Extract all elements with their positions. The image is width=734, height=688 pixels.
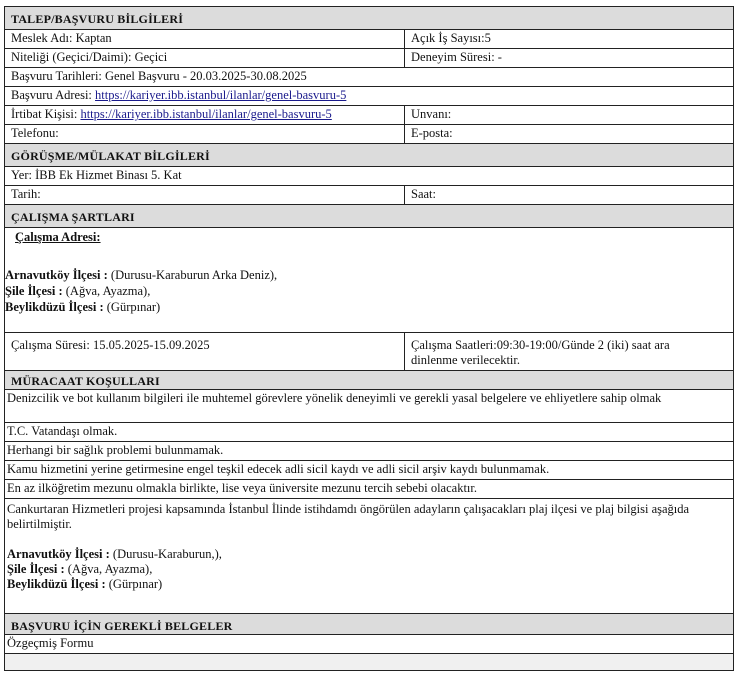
phone-field: Telefonu: [5, 125, 405, 143]
occupation-name: Meslek Adı: Kaptan [5, 30, 405, 48]
beach-location: Arnavutköy İlçesi : (Durusu-Karaburun,), [7, 547, 222, 561]
application-dates: Başvuru Tarihleri: Genel Başvuru - 20.03.2025-30.08.2025 [5, 68, 734, 86]
work-location: Arnavutköy İlçesi : (Durusu-Karaburun Arka Deniz), [5, 268, 278, 282]
application-conditions-header: MÜRACAAT KOŞULLARI [5, 371, 734, 389]
condition-item: T.C. Vatandaşı olmak. [5, 423, 734, 441]
condition-item: Denizcilik ve bot kullanım bilgileri ile muhtemel görevlere yönelik deneyimli ve gerekli yasal belgelere ve ehliyetlere sahip olmak [5, 390, 734, 422]
section-title: TALEP/BAŞVURU BİLGİLERİ [5, 7, 734, 29]
contact-person [5, 106, 405, 124]
open-positions: Açık İş Sayısı:5 [405, 30, 734, 48]
work-address-heading: Çalışma Adresi: [15, 230, 101, 244]
work-location: Şile İlçesi : (Ağva, Ayazma), [5, 284, 151, 298]
job-posting-form [4, 6, 734, 671]
employment-type: Niteliği (Geçici/Daimi): Geçici [5, 49, 405, 67]
email-field: E-posta: [405, 125, 734, 143]
contact-person-link[interactable]: https://kariyer.ibb.istanbul/ilanlar/genel-basvuru-5 [80, 107, 332, 121]
interview-location: Yer: İBB Ek Hizmet Binası 5. Kat [5, 167, 734, 185]
work-duration: Çalışma Süresi: 15.05.2025-15.09.2025 [5, 333, 405, 370]
interview-time: Saat: [405, 186, 734, 204]
required-documents-header: BAŞVURU İÇİN GEREKLİ BELGELER [5, 614, 734, 634]
empty-row [5, 654, 734, 670]
title-field: Unvanı: [405, 106, 734, 124]
work-conditions-header: ÇALIŞMA ŞARTLARI [5, 205, 734, 227]
beach-location: Şile İlçesi : (Ağva, Ayazma), [7, 562, 153, 576]
beach-assignment-info [5, 499, 734, 613]
work-hours: Çalışma Saatleri:09:30-19:00/Günde 2 (iki) saat ara dinlenme verilecektir. [405, 333, 734, 370]
experience-duration: Deneyim Süresi: - [405, 49, 734, 67]
application-section-header [5, 7, 734, 30]
interview-date: Tarih: [5, 186, 405, 204]
beach-location: Beylikdüzü İlçesi : (Gürpınar) [7, 577, 163, 591]
cankurtaran-text: Cankurtaran Hizmetleri projesi kapsamında İstanbul İlinde istihdamdı öngörülen adayların çalışacakları plaj ilçesi ve plaj bilgisi aşağıda belirtilmiştir. [7, 502, 690, 531]
work-address-block [5, 228, 734, 332]
interview-section-header: GÖRÜŞME/MÜLAKAT BİLGİLERİ [5, 144, 734, 166]
document-item: Özgeçmiş Formu [5, 635, 734, 653]
contact-person-label: İrtibat Kişisi: [11, 107, 81, 121]
condition-item: En az ilköğretim mezunu olmakla birlikte, lise veya üniversite mezunu tercih sebebi olacaktır. [5, 480, 734, 498]
condition-item: Kamu hizmetini yerine getirmesine engel teşkil edecek adli sicil kaydı ve adli sicil arşiv kaydı bulunmamak. [5, 461, 734, 479]
condition-item: Herhangi bir sağlık problemi bulunmamak. [5, 442, 734, 460]
application-address-link[interactable]: https://kariyer.ibb.istanbul/ilanlar/genel-basvuru-5 [95, 88, 347, 102]
work-location: Beylikdüzü İlçesi : (Gürpınar) [5, 300, 161, 314]
application-address [5, 87, 734, 105]
application-address-label: Başvuru Adresi: [11, 88, 96, 102]
